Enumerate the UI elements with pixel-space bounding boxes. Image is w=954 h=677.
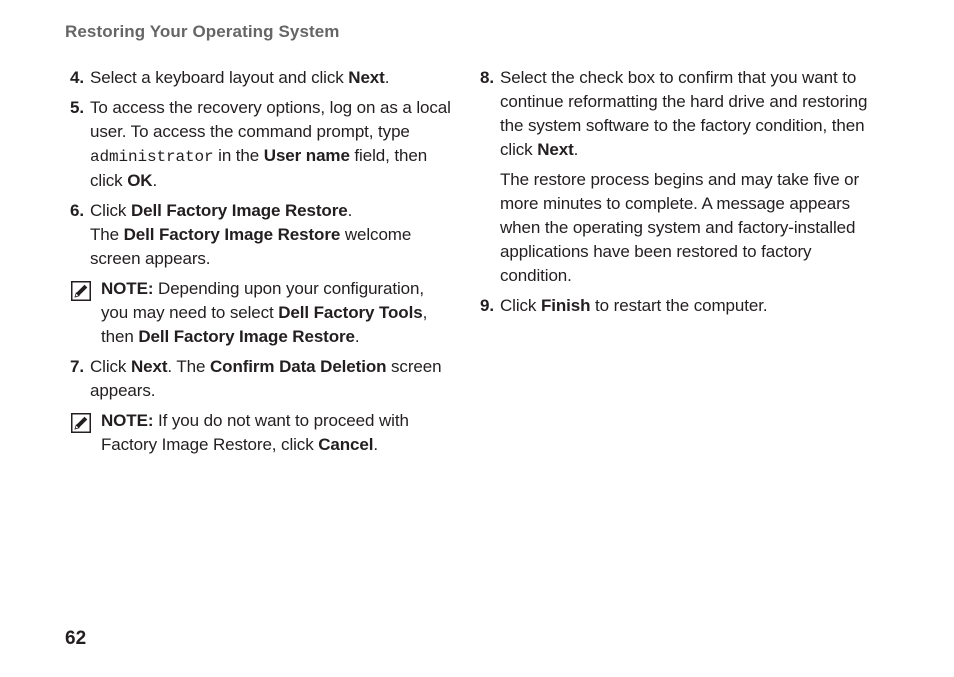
- step-text: Click Finish to restart the computer.: [500, 296, 768, 315]
- step-paragraph: The restore process begins and may take five or more minutes to complete. A message appears when the operating system and factory-installed applications have been restored to factory condition.: [500, 170, 860, 285]
- left-column: [70, 66, 455, 463]
- note-text: NOTE: Depending upon your configuration, you may need to select Dell Factory Tools, then Dell Factory Image Restore.: [101, 279, 428, 346]
- step-4: [70, 66, 455, 90]
- step-5: [70, 96, 455, 193]
- right-column: [480, 66, 870, 324]
- note-2: [70, 409, 455, 457]
- step-9: [480, 294, 870, 318]
- step-text: To access the recovery options, log on as a local user. To access the command prompt, type administrator in the User name field, then click OK.: [90, 98, 451, 190]
- step-8: [480, 66, 870, 288]
- step-number: 9.: [480, 296, 494, 315]
- step-text: Select the check box to confirm that you want to continue reformatting the hard drive and restoring the system software to the factory condition, then click Next.: [500, 68, 868, 159]
- step-7: [70, 355, 455, 403]
- step-6: [70, 199, 455, 271]
- command-text: administrator: [90, 148, 214, 166]
- note-pencil-icon: [71, 413, 91, 433]
- note-text: NOTE: If you do not want to proceed with Factory Image Restore, click Cancel.: [101, 411, 409, 454]
- page-number: 62: [65, 628, 87, 649]
- step-text: Click Dell Factory Image Restore. The Dell Factory Image Restore welcome screen appears.: [90, 201, 412, 268]
- step-text: Click Next. The Confirm Data Deletion screen appears.: [90, 357, 442, 400]
- step-number: 8.: [480, 68, 494, 87]
- step-number: 7.: [70, 357, 84, 376]
- note-pencil-icon: [71, 281, 91, 301]
- step-text: Select a keyboard layout and click Next.: [90, 68, 390, 87]
- page-header: Restoring Your Operating System: [65, 22, 340, 41]
- step-number: 4.: [70, 68, 84, 87]
- step-number: 6.: [70, 201, 84, 220]
- note-1: [70, 277, 455, 349]
- step-number: 5.: [70, 98, 84, 117]
